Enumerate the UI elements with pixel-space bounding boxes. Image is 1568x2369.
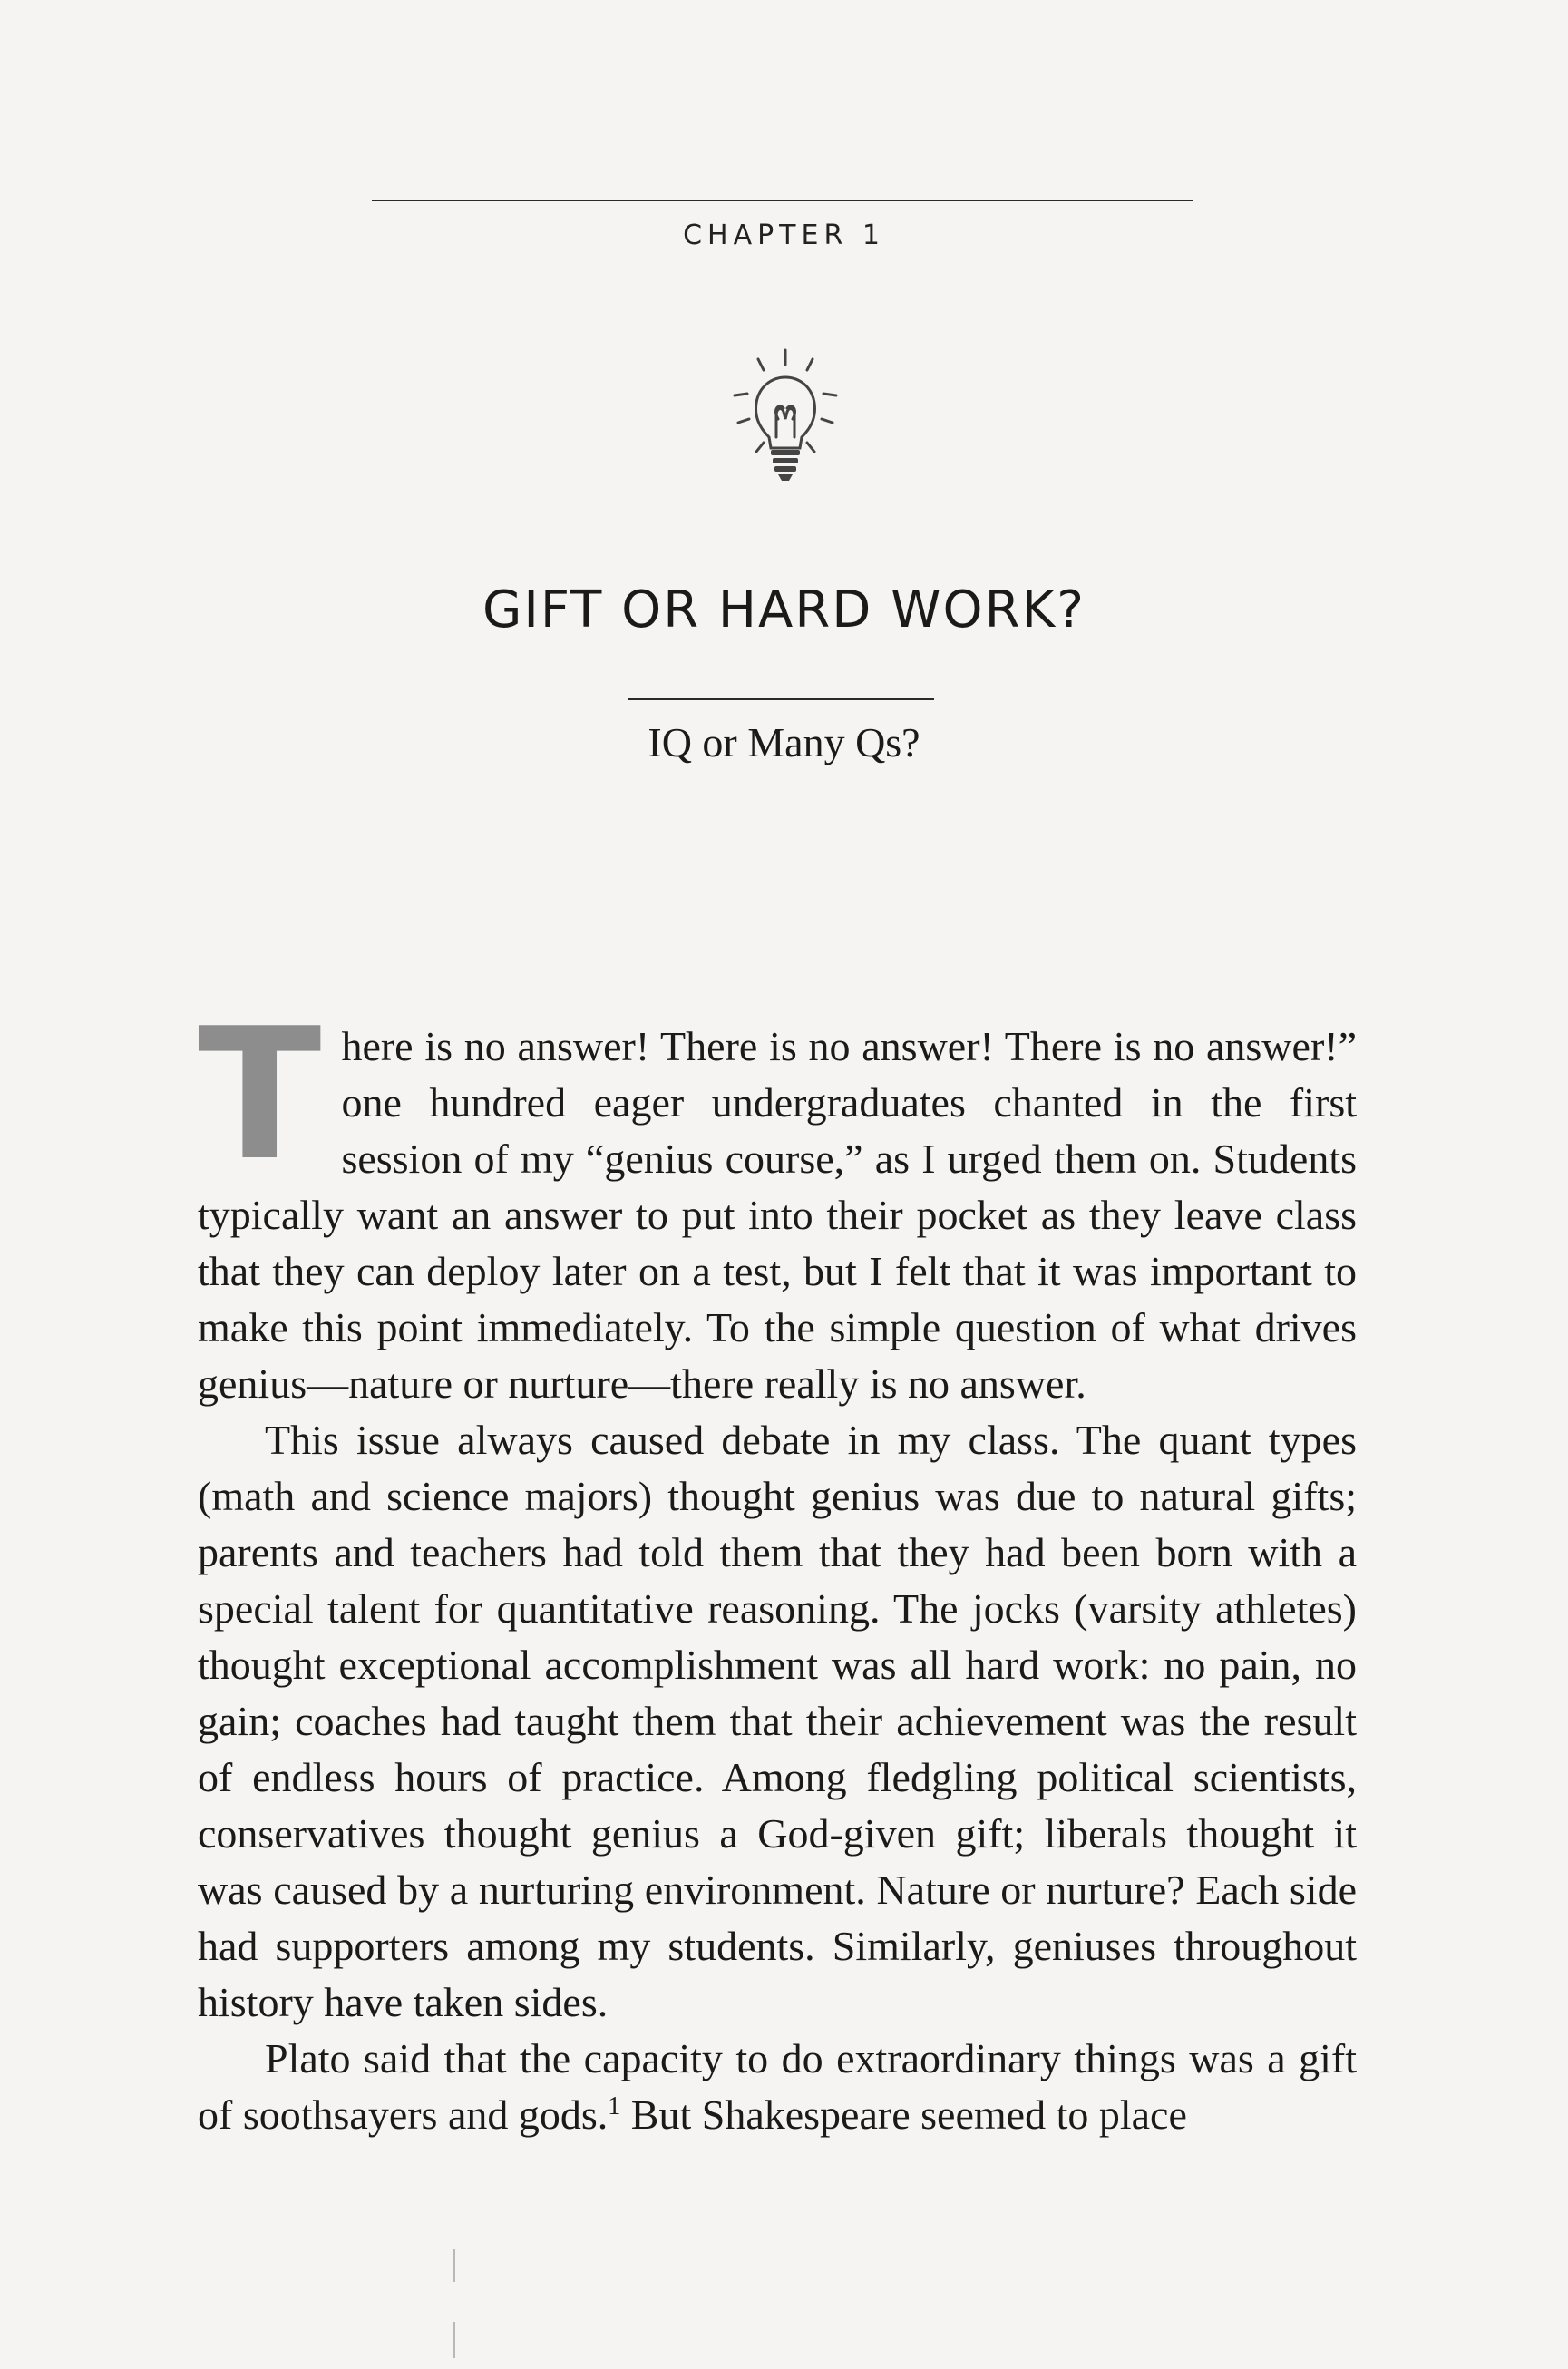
paragraph-3 xyxy=(198,2031,1357,2143)
paragraph-1 xyxy=(198,990,1357,1412)
chapter-top-rule xyxy=(372,200,1193,201)
paragraph-3-text: Plato said that the capacity to do extraordinary things was a gift of soothsayers and gods. xyxy=(198,2035,1357,2138)
lightbulb-icon xyxy=(722,343,849,488)
paragraph-3-continuation: But Shakespeare seemed to place xyxy=(620,2091,1187,2138)
footnote-reference[interactable]: 1 xyxy=(608,2092,621,2120)
chapter-label: CHAPTER 1 xyxy=(683,219,885,251)
scan-artifact-line xyxy=(453,2322,455,2358)
chapter-title: GIFT OR HARD WORK? xyxy=(482,580,1086,639)
paragraph-2: This issue always caused debate in my class. The quant types (math and science majors) thought genius was due to natural gifts; parents and teachers had told them that they had been born with a special talent for quantitative reasoning. The jocks (varsity athletes) thought exceptional accomplishment was all hard work: no pain, no gain; coaches had taught them that their achievement was the result of endless hours of practice. Among fledgling political scientists, conservatives thought genius a God-given gift; liberals thought it was caused by a nurturing environment. Nature or nurture? Each side had supporters among my students. Similarly, geniuses throughout history have taken sides. xyxy=(198,1417,1357,2025)
subtitle-rule xyxy=(628,698,934,700)
scan-artifact-line xyxy=(453,2249,455,2282)
body-text xyxy=(198,990,1357,2143)
chapter-subtitle: IQ or Many Qs? xyxy=(648,719,920,765)
paragraph-1-text: here is no answer! There is no answer! There is no answer!” one hundred eager undergraduates chanted in the first session of my “genius course,” as I urged them on. Students typically want an answer to put into their pocket as they leave class that they can deploy later on a test, but I felt that it was important to make this point immediately. To the simple question of what drives genius—nature or nurture—there really is no answer. xyxy=(198,1023,1357,1407)
drop-cap: T xyxy=(198,990,322,1201)
